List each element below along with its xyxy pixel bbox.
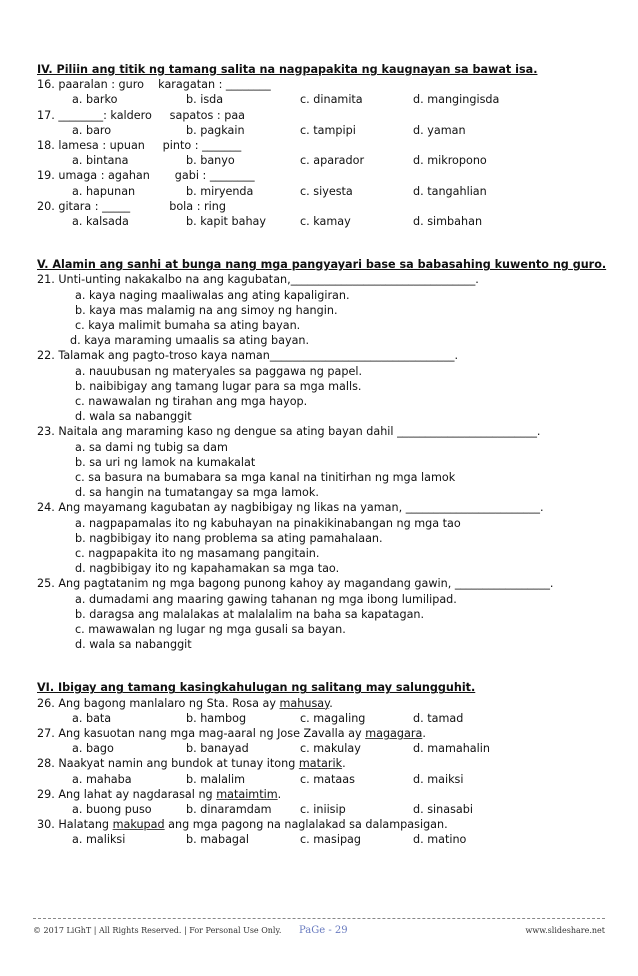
page-number: PaGe - 29 [299, 925, 348, 936]
option-c: c. iniisip [300, 803, 346, 817]
option-b: b. kapit bahay [186, 214, 267, 228]
section-spacer [37, 229, 607, 257]
question-text-end: . [277, 787, 282, 801]
question-28 [37, 756, 607, 771]
copyright-notice: © 2017 LiGhT | All Rights Reserved. | For Personal Use Only. [33, 926, 282, 935]
option-a: a. barko [72, 93, 118, 107]
option-c: c. siyesta [300, 184, 353, 198]
section-spacer [37, 652, 607, 680]
question-17-options [37, 123, 607, 138]
option-c: c. mataas [300, 772, 355, 786]
option-b: b. malalim [186, 772, 246, 786]
option-c: c. dinamita [300, 93, 363, 107]
option-d: d. sinasabi [413, 803, 473, 817]
question-29 [37, 787, 607, 802]
option-b: b. daragsa ang malalakas at malalalim na baha sa kapatagan. [75, 607, 425, 621]
section-v-title: V. Alamin ang sanhi at bunga nang mga pangyayari base sa babasahing kuwento ng guro. [37, 258, 607, 272]
option-d: d. wala sa nabanggit [75, 638, 192, 652]
section-vi-title: VI. Ibigay ang tamang kasingkahulugan ng salitang may salungguhit. [37, 681, 476, 695]
option-d: d. tamad [413, 711, 464, 725]
option-d: d. mamahalin [413, 742, 490, 756]
option-a: a. dumadami ang maaring gawing tahanan ng mga ibong lumilipad. [75, 592, 457, 606]
option-a: a. bintana [72, 154, 129, 168]
underlined-word: mataimtim [216, 787, 278, 801]
option-a: a. bata [72, 711, 112, 725]
option-d: d. nagbibigay ito ng kapahamakan sa mga tao. [75, 562, 340, 576]
option-b: b. naibibigay ang tamang lugar para sa mga malls. [75, 379, 362, 393]
question-text: 27. Ang kasuotan nang mga mag-aaral ng Jose Zavalla ay [37, 727, 366, 741]
option-d: d. wala sa nabanggit [75, 410, 192, 424]
question-19-options [37, 184, 607, 199]
option-c: c. kamay [300, 214, 351, 228]
option-d: d. simbahan [413, 214, 483, 228]
option-b: b. hambog [186, 711, 247, 725]
question-text-end: . [422, 727, 426, 741]
question-18: 18. lamesa : upuan pinto : _______ [37, 138, 242, 152]
option-a: a. mahaba [72, 772, 132, 786]
question-16: 16. paaralan : guro karagatan : ________ [37, 78, 271, 92]
underlined-word: magagara [365, 727, 423, 741]
option-d: d. mikropono [413, 154, 487, 168]
question-19: 19. umaga : agahan gabi : ________ [37, 169, 255, 183]
option-c: c. magaling [300, 711, 366, 725]
option-b: b. isda [186, 93, 224, 107]
question-21: 21. Unti-unting nakakalbo na ang kagubatan,_________________________________. [37, 273, 479, 287]
option-d: d. matino [413, 833, 467, 847]
option-d: d. kaya maraming umaalis sa ating bayan. [70, 334, 310, 348]
question-25: 25. Ang pagtatanim ng mga bagong punong kahoy ay magandang gawin, _________________. [37, 577, 554, 591]
option-c: c. mawawalan ng lugar ng mga gusali sa bayan. [75, 623, 346, 637]
question-30-options [37, 832, 607, 847]
question-20-options [37, 214, 607, 229]
question-24: 24. Ang mayamang kagubatan ay nagbibigay ng likas na yaman, ________________________. [37, 501, 544, 515]
option-b: b. pagkain [186, 123, 245, 137]
question-30 [37, 817, 607, 832]
question-26-options [37, 711, 607, 726]
option-a: a. kalsada [72, 214, 129, 228]
option-c: c. sa basura na bumabara sa mga kanal na tinitirhan ng mga lamok [75, 471, 456, 484]
option-b: b. banayad [186, 742, 249, 756]
option-c: c. tampipi [300, 123, 356, 137]
option-d: d. tangahlian [413, 184, 487, 198]
option-d: d. maiksi [413, 772, 464, 786]
question-27-options [37, 741, 607, 756]
section-iv-questions [37, 77, 607, 229]
question-17: 17. ________: kaldero sapatos : paa [37, 108, 246, 122]
underlined-word: makupad [112, 818, 165, 832]
option-c: c. makulay [300, 742, 361, 756]
underlined-word: matarik [298, 757, 343, 771]
option-a: a. kaya naging maaliwalas ang ating kapaligiran. [75, 288, 350, 302]
question-18-options [37, 153, 607, 168]
option-b: b. sa uri ng lamok na kumakalat [75, 455, 256, 469]
option-d: d. sa hangin na tumatangay sa mga lamok. [75, 486, 319, 500]
option-b: b. dinaramdam [186, 803, 272, 817]
option-a: a. nagpapamalas ito ng kabuhayan na pinakikinabangan ng mga tao [75, 516, 461, 530]
question-text-end: . [342, 757, 346, 771]
question-29-options [37, 802, 607, 817]
option-a: a. buong puso [72, 803, 152, 817]
question-23: 23. Naitala ang maraming kaso ng dengue sa ating bayan dahil _________________________. [37, 425, 541, 439]
option-d: d. yaman [413, 123, 466, 137]
question-text-end: ang mga pagong na naglalakad sa dalampasigan. [164, 818, 448, 832]
question-text: 26. Ang bagong manlalaro ng Sta. Rosa ay [37, 696, 280, 710]
question-text: 28. Naakyat namin ang bundok at tunay itong [37, 757, 299, 771]
question-text-end: . [329, 696, 333, 710]
question-26 [37, 696, 607, 711]
option-b: b. miryenda [186, 184, 254, 198]
option-c: c. aparador [300, 154, 365, 168]
question-28-options [37, 772, 607, 787]
option-c: c. masipag [300, 833, 362, 847]
option-c: c. nawawalan ng tirahan ang mga hayop. [75, 394, 308, 408]
question-22: 22. Talamak ang pagto-troso kaya naman_________________________________. [37, 349, 458, 363]
option-a: a. baro [72, 123, 112, 137]
option-d: d. mangingisda [413, 93, 500, 107]
option-b: b. banyo [186, 154, 235, 168]
option-c: c. nagpapakita ito ng masamang pangitain. [75, 547, 320, 561]
option-b: b. nagbibigay ito nang problema sa ating pamahalaan. [75, 531, 383, 545]
question-16-options [37, 92, 607, 107]
underlined-word: mahusay [279, 696, 330, 710]
question-text: 30. Halatang [37, 818, 113, 832]
section-v-questions [37, 272, 607, 652]
option-c: c. kaya malimit bumaha sa ating bayan. [75, 318, 301, 332]
section-vi-questions [37, 696, 607, 848]
option-a: a. bago [72, 742, 114, 756]
option-a: a. nauubusan ng materyales sa paggawa ng papel. [75, 364, 363, 378]
option-a: a. sa dami ng tubig sa dam [75, 440, 228, 454]
option-a: a. hapunan [72, 184, 136, 198]
worksheet [37, 62, 607, 848]
option-b: b. kaya mas malamig na ang simoy ng hangin. [75, 303, 338, 317]
section-iv-title: IV. Piliin ang titik ng tamang salita na nagpapakita ng kaugnayan sa bawat isa. [37, 63, 538, 76]
question-27 [37, 726, 607, 741]
footer-divider [33, 918, 605, 919]
question-text: 29. Ang lahat ay nagdarasal ng [37, 787, 217, 801]
website-link[interactable]: www.slideshare.net [525, 926, 605, 935]
option-b: b. mabagal [186, 833, 249, 847]
option-a: a. maliksi [72, 833, 126, 847]
question-20: 20. gitara : _____ bola : ring [37, 199, 226, 213]
